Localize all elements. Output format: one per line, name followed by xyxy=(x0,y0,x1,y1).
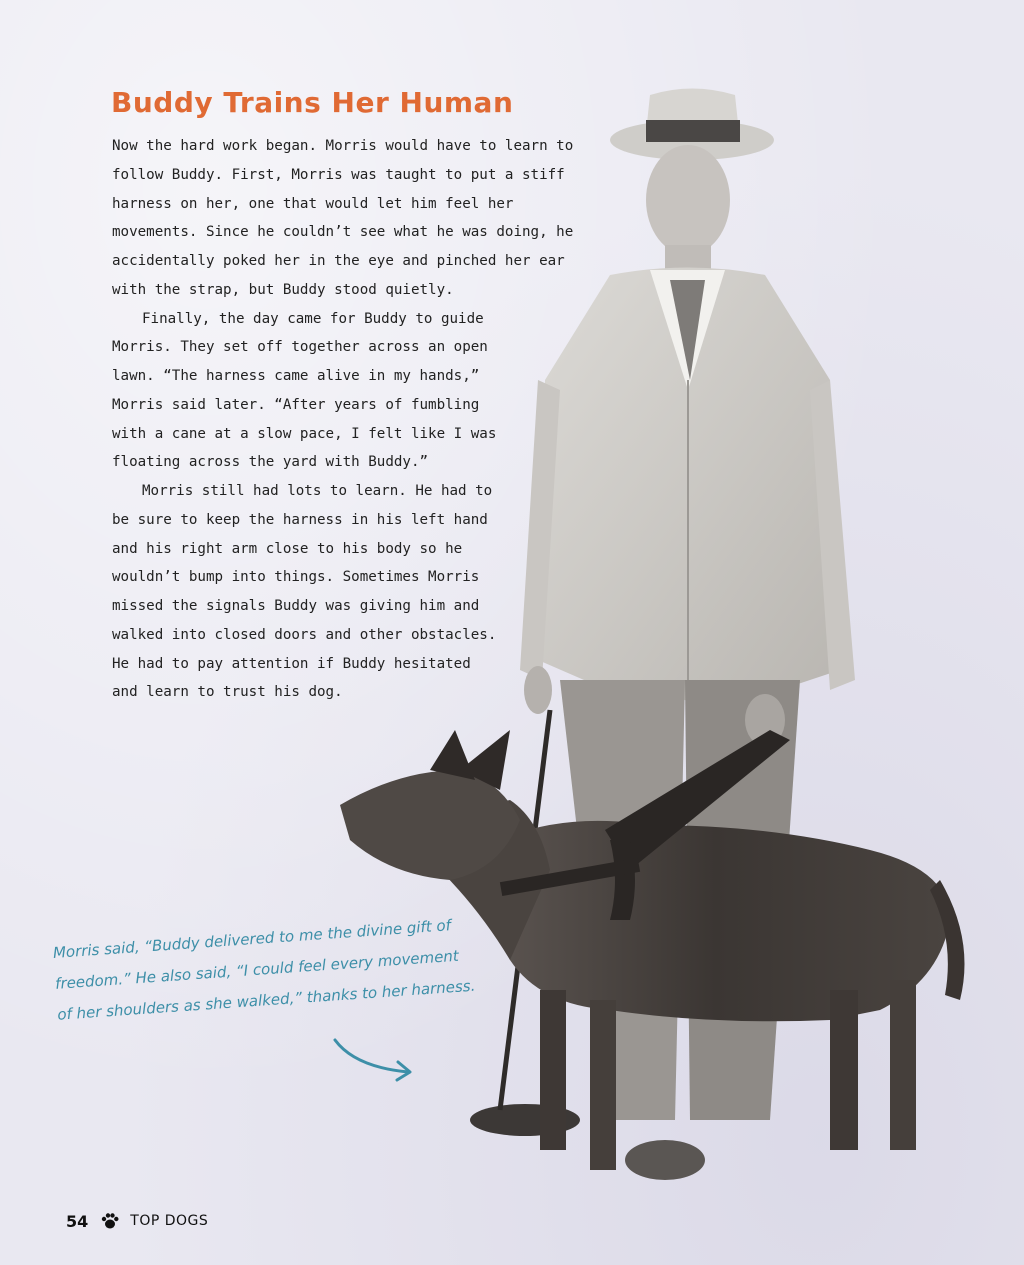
book-title: TOP DOGS xyxy=(130,1213,209,1229)
man-head xyxy=(646,145,730,275)
man-shoe-right xyxy=(625,1140,705,1180)
photo-caption: Morris said, “Buddy delivered to me the divine gift of freedom.” He also said, “I could feel every movement of her shoulders as she walked,” thanks to her harness. xyxy=(52,916,476,1024)
body-text xyxy=(112,132,582,707)
section-title: Buddy Trains Her Human xyxy=(111,86,514,119)
body-paragraph-3: Morris still had lots to learn. He had to be sure to keep the harness in his left hand and his right arm close to his body so he wouldn’t bump into things. Sometimes Morris missed the signals Buddy was giving him and walked into closed doors and other obstacles. He had to pay attention if Buddy hesitated and learn to trust his dog. xyxy=(112,483,497,701)
body-paragraph-2: Finally, the day came for Buddy to guide Morris. They set off together across an open lawn. “The harness came alive in my hands,” Morris said later. “After years of fumbling with a cane at a slow pace, I felt like I was floating across the yard with Buddy.” xyxy=(112,310,497,471)
page-number: 54 xyxy=(66,1211,89,1231)
paw-icon xyxy=(100,1211,120,1231)
page-footer xyxy=(66,1208,208,1234)
body-paragraph-1: Now the hard work began. Morris would have to learn to follow Buddy. First, Morris was taught to put a stiff harness on her, one that would let him feel her movements. Since he couldn’t see what he was doing, he accidentally poked her in the eye and pinched her ear with the strap, but Buddy stood quietly. xyxy=(112,138,574,298)
curved-arrow-icon xyxy=(330,1032,420,1087)
